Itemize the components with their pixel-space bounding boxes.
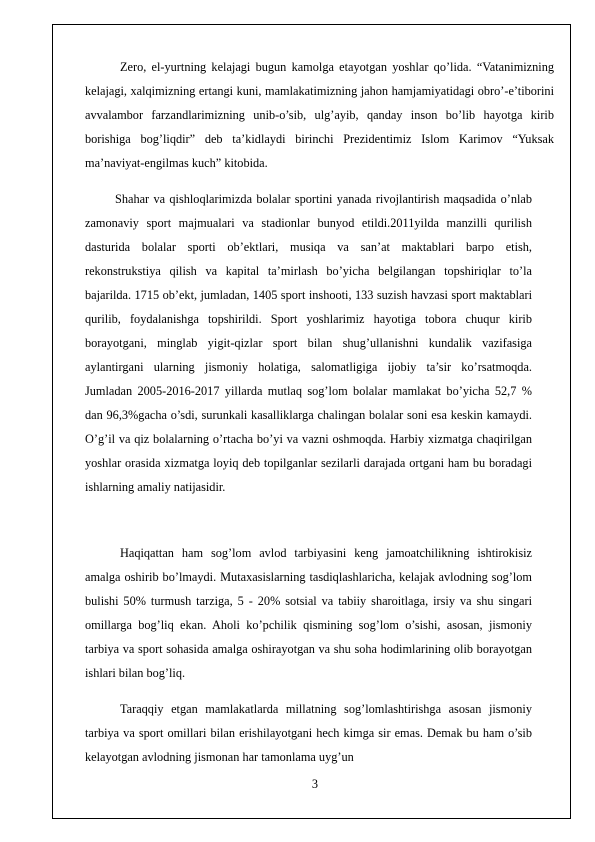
paragraph-4: Taraqqiy etgan mamlakatlarda millatning sog’lomlashtirishga asosan jismoniy tarbiya va sport omillari bilan erishilayotgani hech kimga sir emas. Demak bu ham o’sib kelayotgan avlodning jismonan har tamonlama uyg’un	[85, 702, 532, 764]
page-number: 3	[311, 777, 319, 791]
paragraph-2: Shahar va qishloqlarimizda bolalar sportini yanada rivojlantirish maqsadida o’nlab zamonaviy sport majmualari va stadionlar bunyod etildi.2011yilda manzilli qurilish dasturida bolalar sporti ob’ektlari, musiqa va san’at maktablari barpo etish, rekonstrukstiya qilish va kapital ta’mirlash bo’yicha belgilangan topshiriqlar to’la bajarilda. 1715 ob’ekt, jumladan, 1405 sport inshooti, 133 suzish havzasi sport maktablari qurilib, foydalanishga topshirildi. Sport yoshlarimiz hayotiga tobora chuqur kirib borayotgani, minglab yigit-qizlar sport bilan shug’ullanishni kundalik vazifasiga aylantirgani ularning jismoniy holatiga, salomatligiga ijobiy ta’sir ko’rsatmoqda. Jumladan 2005-2016-2017 yillarda mutlaq sog’lom bolalar mamlakat bo’yicha 52,7 % dan 96,3%gacha o’sdi, surunkali kasalliklarga chalingan bolalar soni esa keskin kamaydi. O’g’il va qiz bolalarning o’rtacha bo’yi va vazni oshmoqda. Harbiy xizmatga chaqirilgan yoshlar orasida xizmatga loyiq deb topilganlar sezilarli darajada ortgani ham bu boradagi ishlarning amaliy natijasidir.	[85, 192, 532, 494]
paragraph-1: Zero, el-yurtning kelajagi bugun kamolga etayotgan yoshlar qo’lida. “Vatanimizning kelajagi, xalqimizning ertangi kuni, mamlakatimizning jahon hamjamiyatidagi obro’-e’tiborini avvalambor farzandlarimizning unib-o’sib, ulg’ayib, qanday inson bo’lib hayotga kirib borishiga bog’liqdir” deb ta’kidlaydi birinchi Prezidentimiz Islom Karimov “Yuksak ma’naviyat-engilmas kuch” kitobida.	[85, 60, 554, 170]
paragraph-3: Haqiqattan ham sog’lom avlod tarbiyasini keng jamoatchilikning ishtirokisiz amalga oshirib bo’lmaydi. Mutaxasislarning tasdiqlashlaricha, kelajak avlodning sog’lom bulishi 50% turmush tarziga, 5 - 20% sotsial va tabiiy sharoitlaga, irsiy va shu singari omillarga bog’liq ekan. Aholi ko’pchilik qismining sog’lom o’sishi, asosan, jismoniy tarbiya va sport sohasida amalga oshirayotgan va shu soha hodimlarining olib borayotgan ishlari bilan bog’liq.	[85, 546, 532, 680]
